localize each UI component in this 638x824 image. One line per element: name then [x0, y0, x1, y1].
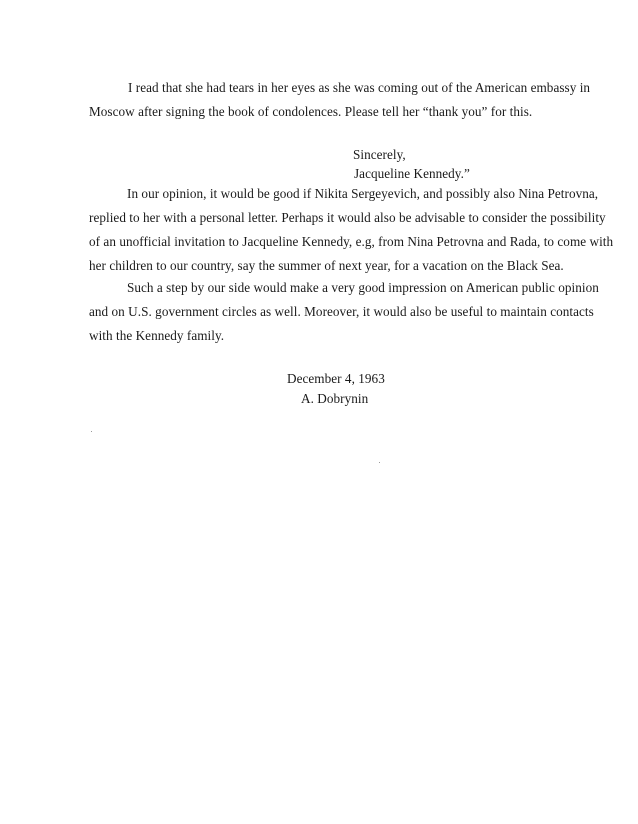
- paragraph-2-line-3: of an unofficial invitation to Jacqueline Kennedy, e.g, from Nina Petrovna and Rada, to come with: [89, 234, 614, 249]
- paragraph-3-line-1: Such a step by our side would make a very good impression on American public opinion: [127, 280, 599, 295]
- closing: Sincerely,: [353, 147, 406, 162]
- paragraph-2-line-2: replied to her with a personal letter. Perhaps it would also be advisable to consider the possibility: [89, 210, 606, 225]
- letter-signature: Jacqueline Kennedy.”: [354, 166, 470, 181]
- paragraph-2-line-4: her children to our country, say the summer of next year, for a vacation on the Black Sea.: [89, 258, 564, 273]
- paragraph-1-line-2: Moscow after signing the book of condolences. Please tell her “thank you” for this.: [89, 104, 533, 119]
- date: December 4, 1963: [287, 371, 385, 386]
- scan-speck: [91, 431, 92, 432]
- paragraph-3-line-2: and on U.S. government circles as well. Moreover, it would also be useful to maintain contacts: [89, 304, 594, 319]
- scan-speck: [379, 462, 380, 463]
- paragraph-3-line-3: with the Kennedy family.: [89, 328, 225, 343]
- paragraph-2-line-1: In our opinion, it would be good if Nikita Sergeyevich, and possibly also Nina Petrovna,: [127, 186, 599, 201]
- paragraph-1-line-1: I read that she had tears in her eyes as she was coming out of the American embassy in: [128, 80, 591, 95]
- author: A. Dobrynin: [301, 391, 369, 406]
